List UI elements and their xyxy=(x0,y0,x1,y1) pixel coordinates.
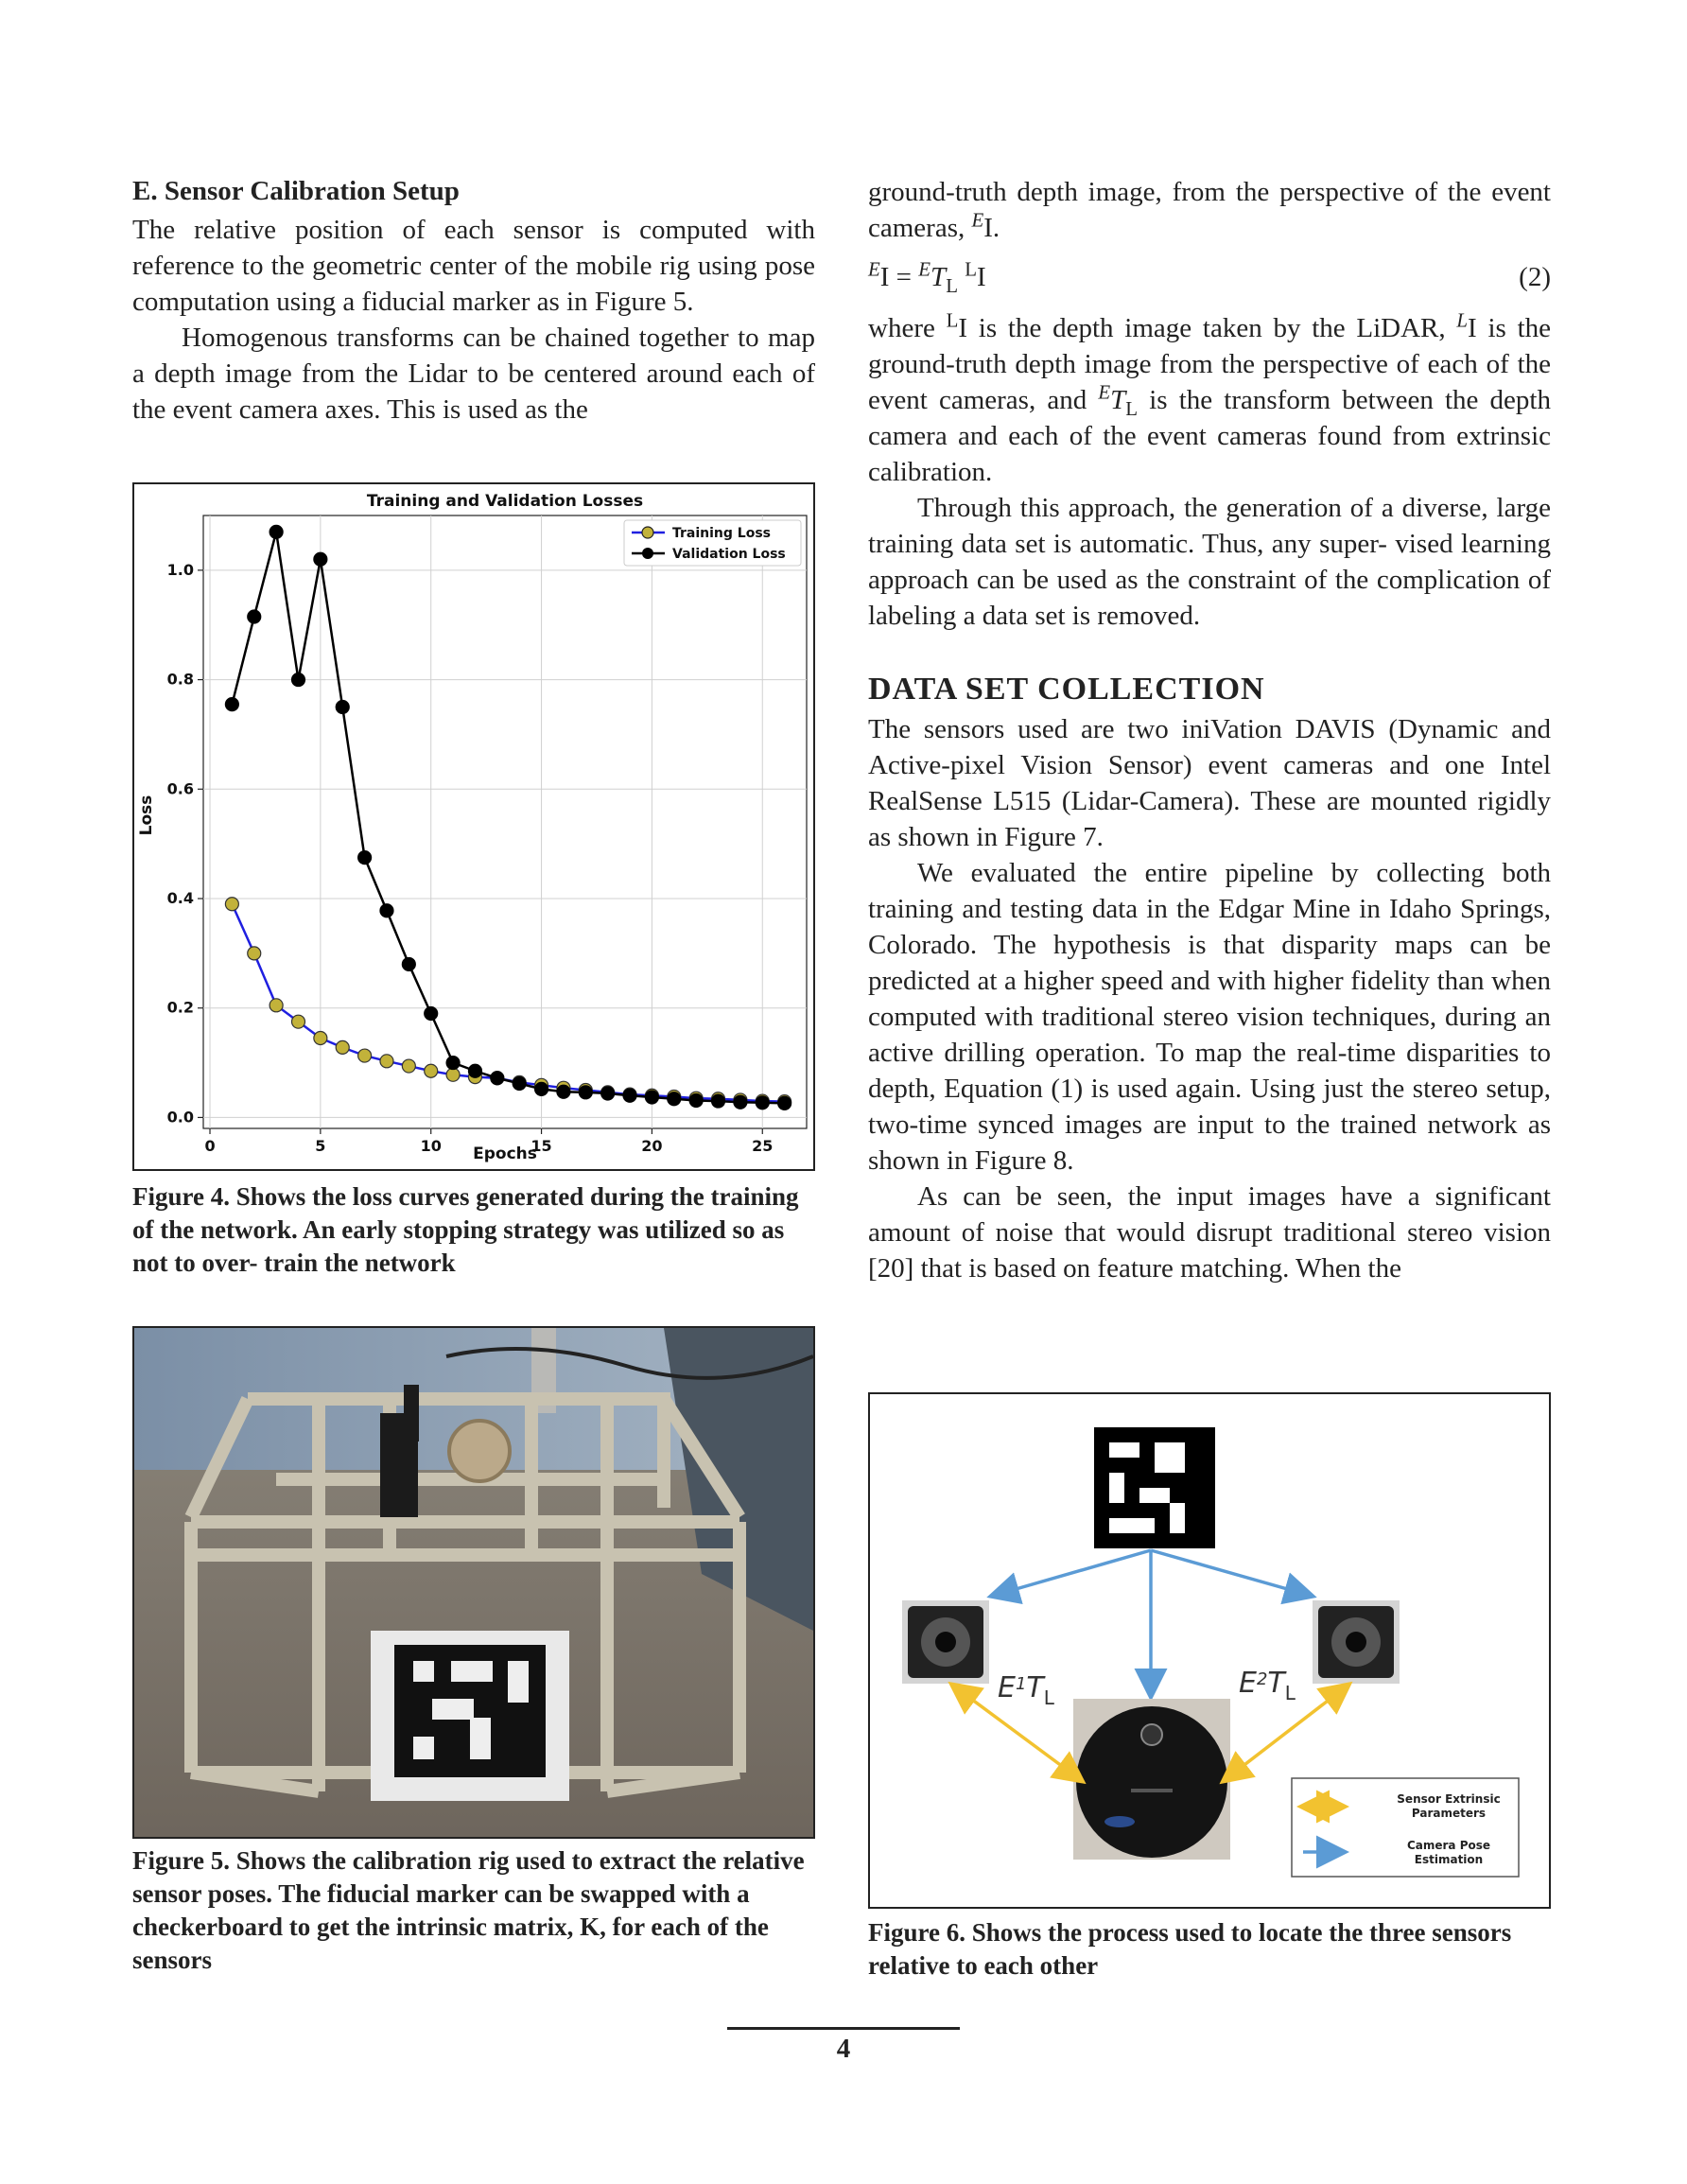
validation-loss-point xyxy=(645,1091,658,1104)
validation-loss-point xyxy=(734,1095,747,1109)
x-tick-label: 20 xyxy=(641,1137,663,1155)
validation-loss-point xyxy=(468,1064,481,1077)
validation-loss-point xyxy=(402,957,415,970)
training-loss-point xyxy=(225,898,238,911)
y-tick-label: 0.6 xyxy=(166,779,194,798)
text-run: I is the ground-truth depth image from the perspective of each of the event cameras, and xyxy=(868,313,1551,415)
lidar-sensor xyxy=(449,1421,510,1481)
figure-6-diagram-frame xyxy=(868,1392,1551,1909)
chart-title: Training and Validation Losses xyxy=(366,492,644,511)
text-run: where xyxy=(868,313,947,343)
section-heading-data-set-collection: DATA SET COLLECTION xyxy=(868,672,1265,707)
validation-loss-point xyxy=(579,1086,592,1099)
validation-loss-point xyxy=(358,851,372,865)
y-axis-label: Loss xyxy=(137,795,156,836)
superscript: E xyxy=(1098,380,1111,404)
training-loss-point xyxy=(336,1040,349,1054)
equation-body xyxy=(868,257,986,297)
x-tick-label: 5 xyxy=(315,1137,326,1155)
lidar-camera xyxy=(1073,1699,1230,1860)
y-tick-label: 0.8 xyxy=(166,670,194,689)
paragraph-where xyxy=(868,310,1551,490)
y-tick-label: 0.4 xyxy=(166,889,194,907)
legend-training-label: Training Loss xyxy=(672,526,771,541)
validation-loss-point xyxy=(380,904,393,917)
training-loss-point xyxy=(380,1055,393,1068)
superscript: L xyxy=(946,308,959,332)
validation-loss-point xyxy=(535,1082,548,1095)
paragraph-sensors: The sensors used are two iniVation DAVIS (Dynamic and Active-pixel Vision Sensor) event cameras and one Intel RealSense L515 (Lidar-Camera). These are mounted rigidly as shown in Figure 7. xyxy=(868,714,1551,852)
transform-label-e1: $E^1T_L$ xyxy=(998,1671,1054,1709)
validation-loss-point xyxy=(756,1096,769,1109)
x-tick-label: 10 xyxy=(420,1137,442,1155)
paragraph-ground-truth-continued xyxy=(868,174,1551,246)
sensor-localization-diagram xyxy=(870,1394,1549,1907)
validation-loss-point xyxy=(446,1057,460,1070)
x-axis-label: Epochs xyxy=(473,1144,537,1163)
left-column xyxy=(132,174,815,428)
subscript: L xyxy=(1125,396,1139,420)
validation-loss-point xyxy=(314,552,327,566)
validation-loss-point xyxy=(778,1096,791,1109)
legend-extrinsic-line2: Parameters xyxy=(1411,1807,1487,1820)
training-loss-point xyxy=(425,1064,438,1077)
x-tick-label: 0 xyxy=(204,1137,216,1155)
y-tick-label: 0.0 xyxy=(166,1108,194,1127)
figure-5-caption: Figure 5. Shows the calibration rig used to extract the relative sensor poses. The fiducial marker can be swapped with a checkerboard to get the intrinsic matrix, K, for each of the sensors xyxy=(132,1846,805,1974)
paragraph-evaluation: We evaluated the entire pipeline by collecting both training and testing data in the Edgar Mine in Idaho Springs, Colorado. The hypothesis is that disparity maps can be predicted at a higher speed and with higher fidelity than when computed with traditional stereo vision techniques, during an active drilling operation. To map the real-time disparities to depth, Equation (1) is used again. Using just the stereo setup, two-time synced images are input to the trained network as shown in Figure 8. xyxy=(868,858,1551,1176)
text-run: ground-truth depth image, from the perspective of the event cameras, xyxy=(868,177,1551,243)
transform-label-e2: $E^2T_L$ xyxy=(1239,1667,1296,1704)
paragraph-homogenous-transforms: Homogenous transforms can be chained together to map a depth image from the Lidar to be centered around each of the event camera axes. This is used as the xyxy=(132,323,815,425)
event-camera-right xyxy=(1313,1600,1400,1684)
pose-arrow-left xyxy=(993,1550,1151,1596)
footer-rule xyxy=(727,2027,960,2030)
legend-validation-label: Validation Loss xyxy=(672,547,786,562)
legend-pose-line2: Estimation xyxy=(1414,1853,1484,1866)
transform-symbol: T xyxy=(1110,385,1126,415)
loss-chart xyxy=(134,484,813,1169)
validation-loss-point xyxy=(712,1094,725,1108)
validation-loss-point xyxy=(291,673,304,687)
right-column xyxy=(868,174,1551,1286)
validation-loss-point xyxy=(513,1077,526,1091)
legend-training-marker xyxy=(642,527,653,538)
validation-loss-point xyxy=(270,525,283,538)
section-heading-sensor-calibration: E. Sensor Calibration Setup xyxy=(132,176,460,206)
x-tick-label: 25 xyxy=(752,1137,774,1155)
text-run: I. xyxy=(983,213,1000,243)
legend-extrinsic-line1: Sensor Extrinsic xyxy=(1397,1792,1501,1806)
chart-legend xyxy=(624,520,801,566)
text-run: is the transform between the depth camera and each of the event cameras found from extrinsic calibration. xyxy=(868,385,1551,487)
validation-loss-point xyxy=(425,1007,438,1021)
event-camera-left xyxy=(902,1600,989,1684)
training-loss-point xyxy=(270,999,283,1012)
training-loss-point xyxy=(446,1068,460,1081)
text-run: I is the depth image taken by the LiDAR, xyxy=(958,313,1457,343)
eq-sup: E xyxy=(868,257,880,281)
validation-loss-point xyxy=(248,610,261,623)
plot-area xyxy=(203,515,807,1128)
eq-transform-symbol: T xyxy=(930,262,947,292)
eq-sub: L xyxy=(946,273,958,297)
eq-sup: L xyxy=(965,257,977,281)
equation-number: (2) xyxy=(1519,262,1551,292)
paragraph-approach: Through this approach, the generation of a diverse, large training data set is automatic. Thus, any super- vised learning approach can be used as the constraint of the complication of labeling a data set is removed. xyxy=(868,493,1551,631)
paragraph-noise: As can be seen, the input images have a significant amount of noise that would disrupt traditional stereo vision [20] that is based on feature matching. When the xyxy=(868,1181,1551,1284)
validation-loss-point xyxy=(557,1085,570,1098)
validation-loss-point xyxy=(336,701,349,714)
y-tick-label: 1.0 xyxy=(166,560,194,579)
eq-text: I = xyxy=(879,262,919,292)
validation-loss-point xyxy=(668,1092,681,1106)
figure-5-photo-frame xyxy=(132,1326,815,1839)
validation-loss-point xyxy=(623,1089,636,1102)
y-axis-ticks xyxy=(167,561,203,1127)
legend-pose-line1: Camera Pose xyxy=(1406,1839,1491,1852)
equation-2 xyxy=(868,259,1551,295)
pose-arrow-right xyxy=(1151,1550,1311,1596)
extrinsic-arrow-left xyxy=(953,1686,1081,1780)
x-tick-label: 15 xyxy=(530,1137,552,1155)
page-number: 4 xyxy=(836,2034,851,2064)
eq-sup: E xyxy=(918,257,931,281)
paragraph-relative-position: The relative position of each sensor is computed with reference to the geometric center of the mobile rig using pose computation using a fiducial marker as in Figure 5. xyxy=(132,215,815,317)
superscript: L xyxy=(1456,308,1469,332)
legend-validation-marker xyxy=(642,548,653,559)
figure-6-caption: Figure 6. Shows the process used to locate the three sensors relative to each other xyxy=(868,1918,1512,1980)
validation-loss-point xyxy=(225,698,238,711)
validation-loss-point xyxy=(689,1093,703,1107)
training-loss-point xyxy=(402,1059,415,1073)
validation-loss-point xyxy=(601,1087,615,1100)
training-loss-point xyxy=(358,1049,372,1062)
training-loss-point xyxy=(314,1032,327,1045)
figure-4-caption: Figure 4. Shows the loss curves generated during the training of the network. An early stopping strategy was utilized so as not to over- train the network xyxy=(132,1182,799,1277)
figure-4-chart-frame xyxy=(132,482,815,1171)
eq-text: I xyxy=(976,262,986,292)
y-tick-label: 0.2 xyxy=(166,998,194,1017)
superscript: E xyxy=(971,208,984,232)
training-loss-point xyxy=(291,1015,304,1028)
calibration-rig-photo xyxy=(134,1328,813,1837)
training-loss-point xyxy=(248,947,261,960)
diagram-legend xyxy=(1292,1778,1519,1877)
validation-loss-point xyxy=(491,1072,504,1085)
